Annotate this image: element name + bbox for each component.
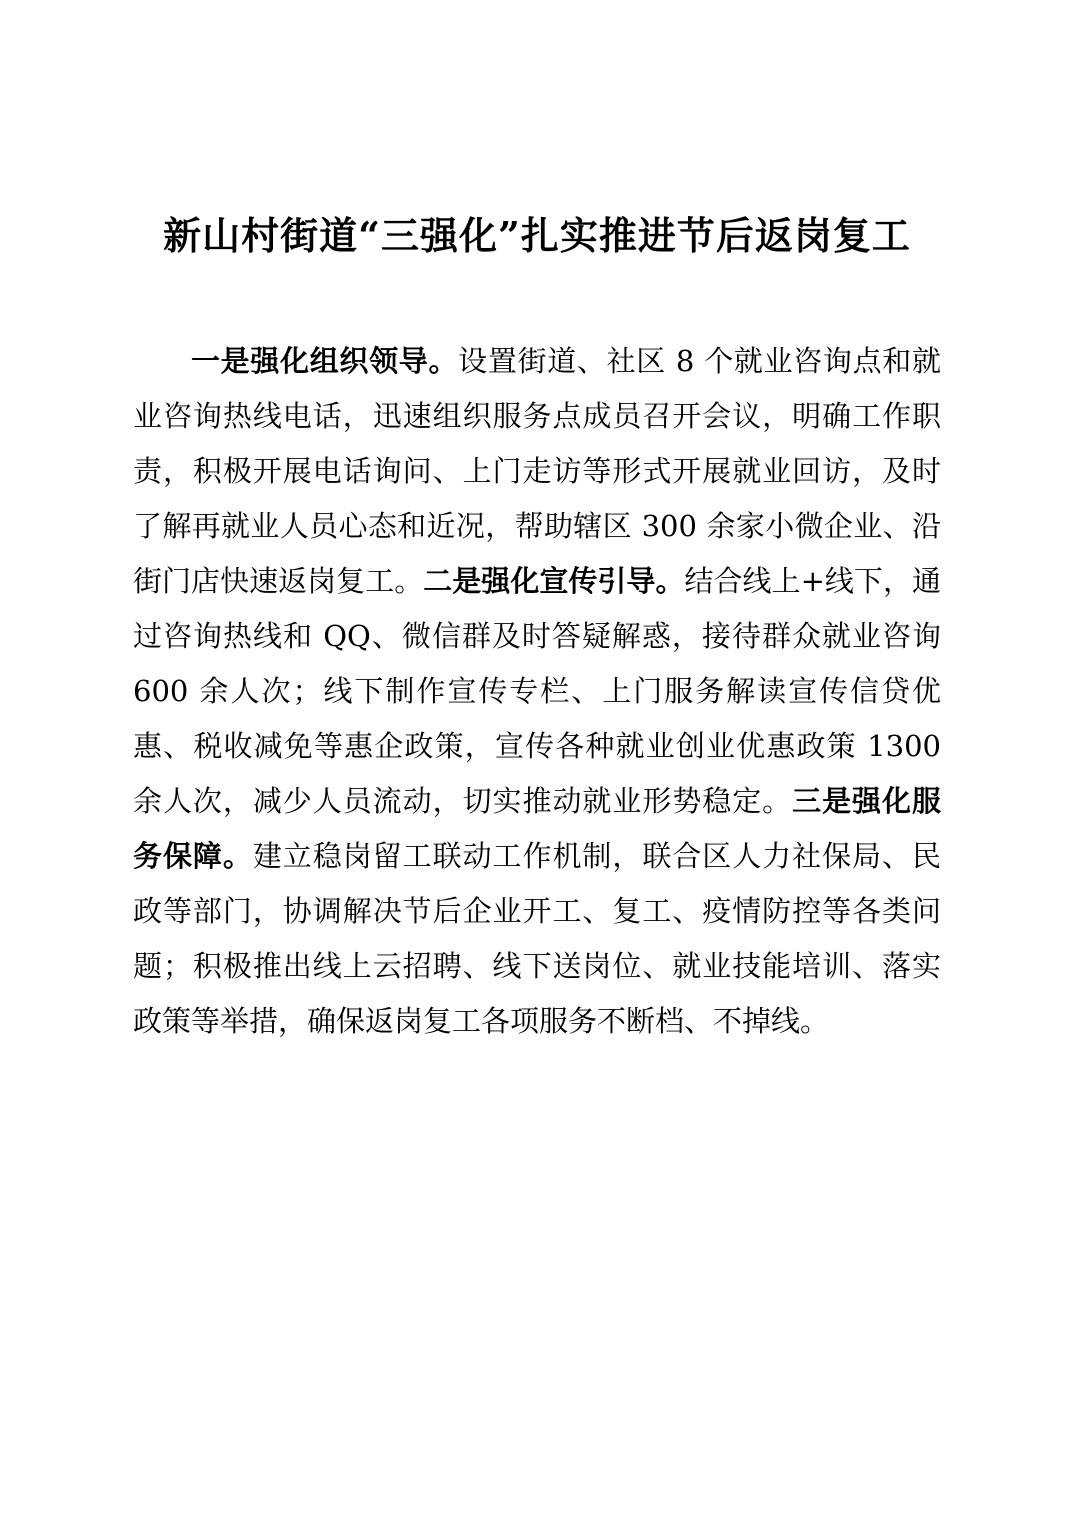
body-text-run: 建立稳岗留工联动工作机制，联合区人力社保局、民政等部门，协调解决节后企业开工、复工、疫情防控等各类问题；积极推出线上云招聘、线下送岗位、就业技能培训、落实政策等举措，确保返岗复工各项服务不断档、不掉线。 — [133, 839, 941, 1038]
section-header-run: 一是强化组织领导。 — [191, 344, 459, 378]
section-header-run: 三是强化服务保障。 — [133, 784, 941, 873]
body-paragraph — [133, 334, 941, 1049]
body-text-run: 设置街道、社区 8 个就业咨询点和就业咨询热线电话，迅速组织服务点成员召开会议，明确工作职责，积极开展电话询问、上门走访等形式开展就业回访，及时了解再就业人员心态和近况，帮助辖区 300 余家小微企业、沿街门店快速返岗复工。 — [133, 344, 941, 598]
document-title: 新山村街道“三强化”扎实推进节后返岗复工 — [163, 213, 911, 259]
section-header-run: 二是强化宣传引导。 — [423, 564, 685, 598]
body-text-run: 结合线上+线下，通过咨询热线和 QQ、微信群及时答疑解惑，接待群众就业咨询 600 余人次；线下制作宣传专栏、上门服务解读宣传信贷优惠、税收减免等惠企政策，宣传各种就业创业优惠政策 1300 余人次，减少人员流动，切实推动就业形势稳定。 — [133, 564, 941, 818]
